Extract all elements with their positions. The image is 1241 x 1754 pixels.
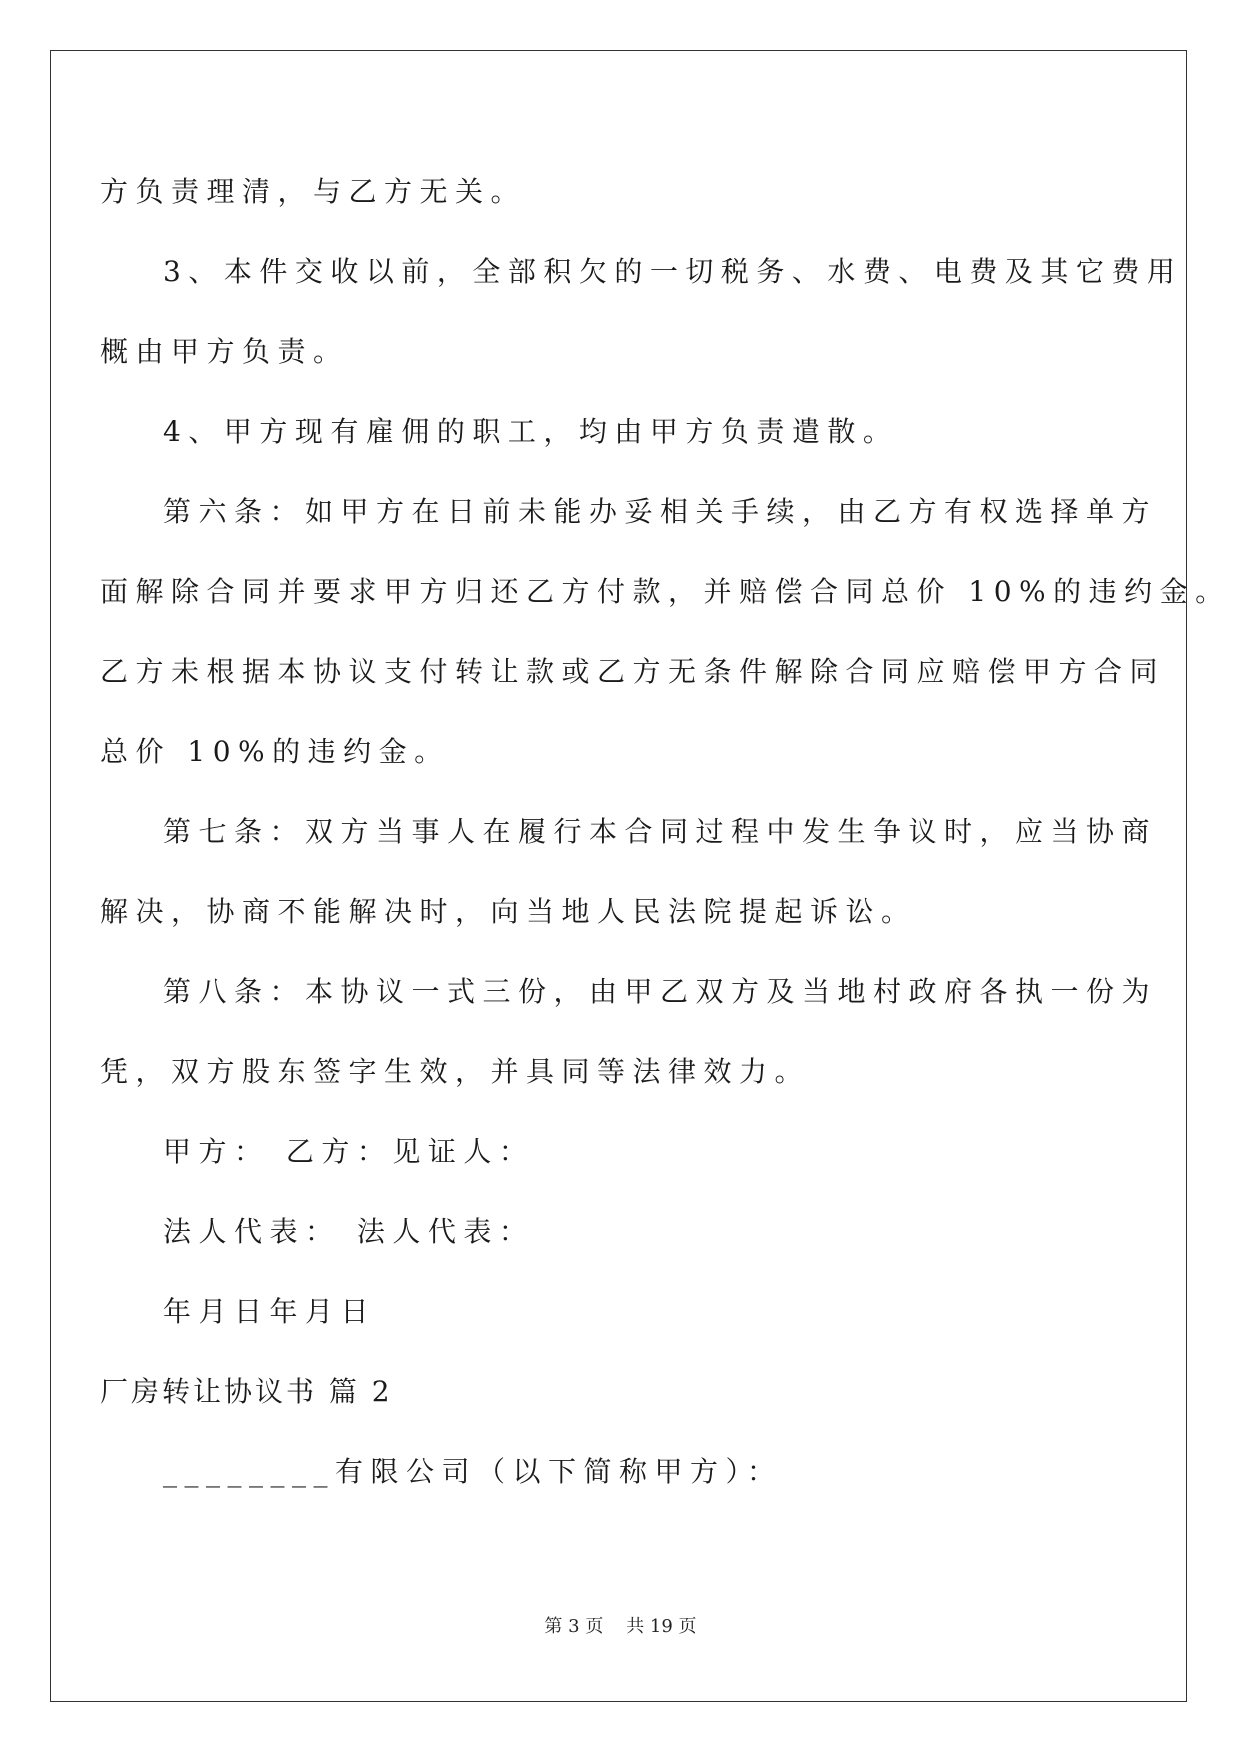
paragraph-line: 4、甲方现有雇佣的职工，均由甲方负责遣散。 bbox=[163, 415, 899, 448]
signature-parties-line: 甲方： 乙方：见证人： bbox=[163, 1135, 535, 1168]
paragraph-line: 概由甲方负责。 bbox=[100, 335, 349, 368]
page-number: 第 3 页 共 19 页 bbox=[544, 1616, 697, 1637]
paragraph-line: 3、本件交收以前，全部积欠的一切税务、水费、电费及其它费用 bbox=[163, 255, 1183, 288]
paragraph-line: 第八条：本协议一式三份，由甲乙双方及当地村政府各执一份为 bbox=[163, 975, 1158, 1008]
paragraph-line: 第七条：双方当事人在履行本合同过程中发生争议时，应当协商 bbox=[163, 815, 1158, 848]
page-footer bbox=[0, 1612, 1241, 1638]
paragraph-line: 解决，协商不能解决时，向当地人民法院提起诉讼。 bbox=[100, 895, 917, 928]
paragraph-line: 第六条：如甲方在日前未能办妥相关手续，由乙方有权选择单方 bbox=[163, 495, 1158, 528]
section-heading: 厂房转让协议书 篇 2 bbox=[100, 1375, 393, 1408]
paragraph-line: 总价 10%的违约金。 bbox=[100, 735, 450, 768]
legal-representative-line: 法人代表： 法人代表： bbox=[163, 1215, 535, 1248]
date-line: 年月日年月日 bbox=[163, 1295, 377, 1328]
paragraph-line: 乙方未根据本协议支付转让款或乙方无条件解除合同应赔偿甲方合同 bbox=[100, 655, 1166, 688]
party-a-line: ________有限公司（以下简称甲方）： bbox=[163, 1455, 783, 1488]
paragraph-line: 面解除合同并要求甲方归还乙方付款，并赔偿合同总价 10%的违约金。 bbox=[100, 575, 1231, 608]
paragraph-line: 凭，双方股东签字生效，并具同等法律效力。 bbox=[100, 1055, 811, 1088]
paragraph-line: 方负责理清，与乙方无关。 bbox=[100, 175, 527, 208]
